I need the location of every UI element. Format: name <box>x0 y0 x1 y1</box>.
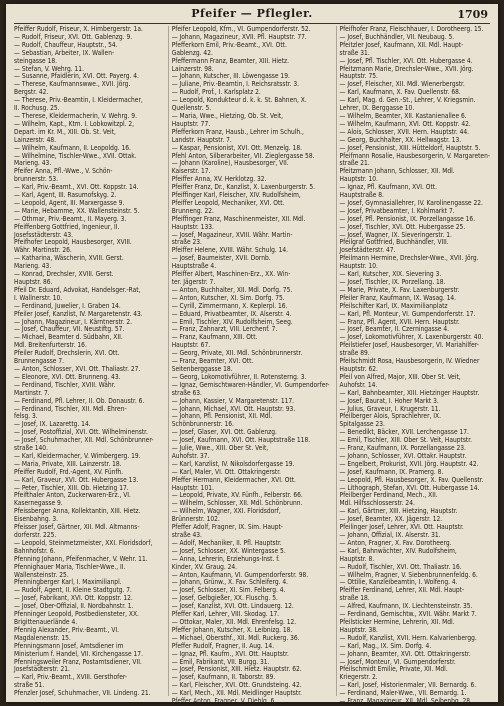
directory-entry-line: Pfeil Dr. Eduard, Advokat, Handelsger.-Rat, <box>14 285 141 294</box>
directory-entry-line: straße 31. <box>339 48 370 57</box>
directory-entry-line: — Karl, Priv.-Beamt., XVIII. Gersthofer- <box>14 673 128 682</box>
page-number: 1709 <box>457 8 488 21</box>
directory-entry-line: Pfeilgraf Gottfried, Buchhändler, VIII. <box>339 238 449 247</box>
directory-entry-line: steingasse 18. <box>14 56 58 65</box>
directory-entry-line: — Ignaz, Pfl. Kaufm., XVI. Ott. Hauptstr. <box>171 649 289 658</box>
directory-entry-line: Pfeffer Rudolf, Fragner, II. Aug. 14. <box>171 641 275 650</box>
directory-entry-line: — Leopold, Pfl. Hausbesorger, X. Fav. Quellenstr. <box>339 475 484 484</box>
directory-entry-line: — Anton, Fragner, X. Fav. Dorotheerg. <box>339 538 452 547</box>
directory-entry-line: — Rudolf, Prof., I. Karlsplatz 2. <box>171 88 261 97</box>
directory-entry-line: Pfennig Alexander, Priv.-Beamt., VI. <box>14 625 120 634</box>
directory-entry-line: — Johann, Offizial, IX. Alserstr. 31. <box>339 531 441 539</box>
directory-entry-line: — Anton, Schlosser, XVI. Ott. Thaliastr. 27. <box>14 364 141 373</box>
directory-entry-line: — Adolf, Mechaniker, II. Pfl. Hauptstr. <box>171 538 282 547</box>
directory-entry-line: — Franz, Zahnarzt, VIII. Lerchenf. 7. <box>171 325 278 334</box>
directory-entry-line: — Josef, Fleischer, XII. Mdl. Wienerbergstr. <box>339 80 465 89</box>
directory-entry-line: Pfeifmann Rosalie, Hausbesorgerin, V. Margareten- <box>339 151 490 160</box>
directory-entry-line: straße 63. <box>171 388 202 397</box>
directory-entry-line: Pfenzler Josef, Schuhmacher, VII. Lindeng. 21. <box>14 689 151 698</box>
directory-entry-line: Pfeiffer Ferdinand, Lehrer, XII. Mdl. Haupt- <box>339 586 465 595</box>
directory-entry-line: — Josef, Gelbgießer, XX. Fluschg. 5. <box>171 594 278 603</box>
directory-entry-line: — Anton, Kaufmann, VI. Gumpendorferstr. 98. <box>171 570 309 579</box>
directory-entry-line: Hauptstr. 8. <box>339 554 375 563</box>
directory-entry-line: Josefstädterstr. 21. <box>14 665 70 674</box>
directory-entry-line: — Maria, Private, XIII. Lainzerstr. 18. <box>14 459 122 468</box>
directory-entry-line: Hauptstr. 77. <box>171 119 211 128</box>
directory-entry-line: — Katharina, Wäscherin, XVIII. Gerst. <box>14 254 124 263</box>
directory-entry-line: — Kaspar, Pensionist, XVI. Ott. Menzelg. 18. <box>171 143 302 152</box>
directory-entry-line: — Josef, Kaufmann, XVI. Ott. Hauptstraße 118. <box>171 436 311 445</box>
directory-entry-line: Pfeilsticker Hermine, Lehrerin, XII. Mdl. <box>339 617 455 626</box>
directory-entry-line: — Josef, Tischler, XVI. Ott. Hubergasse 25. <box>339 222 466 231</box>
directory-entry-line: — Rudolf, Tischler, XVI. Ott. Thaliastr. 16. <box>339 562 462 571</box>
directory-entry-line: — Josef, Beamter, XX. Jägerstr. 12. <box>339 515 443 524</box>
directory-entry-line: — Karl, Gärtner, XIII. Hietzing, Hauptstr. <box>339 507 458 516</box>
directory-entry-line: — Marie, Hebamme, XX. Wallensteinstr. 5. <box>14 206 140 215</box>
directory-entry-line: — Wilhelm, Beamter, XII. Kastanienallee 6. <box>339 111 467 120</box>
directory-entry-line: — Ferdinand, Tischler, XVIII. Währ. <box>14 380 116 389</box>
directory-entry-line: — Wilhelm, Kaufmann, II. Leopoldg. 16. <box>14 143 131 152</box>
directory-entry-line: Mdl. Hilfsschlosserstr. 24. <box>339 499 415 508</box>
directory-entry-line: — Josef, Baurat, I. Hoher Markt 3. <box>339 396 439 405</box>
directory-entry-line: Pfeffermann Franz, Beamter, XIII. Hietz. <box>171 56 290 65</box>
directory-entry-line: — Othmar, Priv.-Beamt., II. Mayerg. 3. <box>14 214 127 223</box>
directory-entry-line: Pfeifer Anna, Pfl.-Wwe., V. Schön- <box>14 167 113 176</box>
directory-entry-line: — Josef, Gymnasiallehrer, IV. Karolinengasse 22. <box>339 198 483 207</box>
directory-entry-line: — Wilhelm, Kapt., Ktm. I. Lobkowitzpl. 2, <box>14 119 135 128</box>
directory-entry-line: — Ferdinand, Tischler, XII. Mdl. Ehren- <box>14 404 127 413</box>
directory-entry-line: — Ferdinand, Juwelier, I. Graben 14. <box>14 301 121 310</box>
directory-entry-line: Pfeiler Rudolf, Drechslerin, XVI. Ott. <box>14 349 120 358</box>
directory-entry-line: — Josef, Fabrikant, XVI. Ott. Koppstr. 12. <box>14 594 133 603</box>
directory-entry-line: — Franz, Kaufmann, XIII. Ott. <box>171 333 258 342</box>
directory-entry-line: — Josef, Pensionist, XIII. Hietz. Hauptstr. 62. <box>171 665 302 674</box>
directory-entry-line: — Karl, Kutscher, XIX. Sievering 3. <box>339 270 442 279</box>
directory-entry-line: — Franz, Kaufmann, IX. Porzellangasse 23. <box>339 444 466 453</box>
directory-entry-line: — Georg, Lokomotivführer, II. Rotensterng. 3. <box>171 372 307 381</box>
directory-entry-line: ter. Jägerstr. 7. <box>171 278 216 286</box>
directory-entry-line: Pfeffer Adolf, Fragner, IX. Sim. Haupt- <box>171 523 283 532</box>
directory-entry-line: — Therese, Kaufmannswwe., XVII. Jörg. <box>14 80 131 89</box>
directory-entry-line: — Therese, Priv.-Beamtin, I. Kleidermacher, <box>14 96 143 105</box>
directory-entry-line: — Anton, Buchhalter, XII. Mdl. Dorfg. 75. <box>171 285 293 294</box>
directory-entry-line: Brünnerstr. 102. <box>171 515 220 524</box>
directory-entry-line: — Emil, Fabrikant, VII. Burgg. 31. <box>171 657 270 666</box>
directory-entry-line: — Josef, Ober-Offizial, II. Nordbahnstr. 1. <box>14 602 134 611</box>
directory-entry-line: I. Wallnerstr. 10. <box>14 293 63 302</box>
directory-entry-line: Gablenzg. 42. <box>171 48 213 57</box>
directory-entry-line: — Marie, Private, X. Fav. Laxenburgerstr. <box>339 285 460 294</box>
directory-entry-line: — Ferdinand, Pfl. Lehrer, II. Ob. Donaustr. 6. <box>14 396 145 405</box>
directory-entry-line: Pfeifhofer Franz, Fleischhauer, I. Dorotheerg. 15. <box>339 25 484 33</box>
directory-entry-line: brunnerstr. 53. <box>14 175 59 184</box>
directory-entry-line: — Benedikt, Bäcker, XVII. Lerchengasse 17. <box>339 428 469 437</box>
directory-entry-line: Lainzerstr. 48. <box>14 135 56 144</box>
directory-entry-line: Seitenberggasse 18. <box>171 364 233 373</box>
directory-entry-line: — Josef, IX. Lazarettg. 14. <box>14 420 91 429</box>
directory-entry-line: — Ottilie, Kanzleibeamtin, I. Wolfeng. 4. <box>339 578 458 587</box>
directory-entry-line: — Johann, Magazineur, I. Kärntnerstr. 2. <box>14 317 133 326</box>
directory-entry-line: Hauptstr. 38. <box>339 625 378 634</box>
directory-entry-line: Hauptstraße 4. <box>171 262 217 271</box>
directory-entry-line: Lainzerstr. 98. <box>171 64 214 73</box>
directory-entry-line: — Stefan, V. Wehrg. 11. <box>14 64 84 73</box>
directory-entry-line: — Karl, Kanzlist, IV. Nikolsdorfergasse 19. <box>171 459 295 468</box>
directory-entry-line: — Peter, Tischler, XIII. Ob. Hietzing 17. <box>14 483 129 492</box>
directory-entry-line: Pfeiffer Anna, XV. Herklotzg. 32. <box>171 175 267 184</box>
directory-entry-line: — Josef, Kaufmann, IX. Pramerg. 8. <box>339 467 444 476</box>
directory-entry-line: — Anna, Lehrerin, Erziehungs-Inst. f. <box>171 554 280 563</box>
directory-entry-line: Pfeilberger Alois, Sprachlehrer, IX. <box>339 412 441 421</box>
directory-entry-line: Spitalgasse 23. <box>339 420 385 429</box>
directory-entry-line: — Cyrill, Zimmermann, X. Keplerpl. 16. <box>171 301 288 310</box>
directory-entry-line: — Johann (Karoline), Hausbesorger, VII. <box>171 159 289 168</box>
directory-entry-line: — Josef, Kanzlist, XVI. Ott. Lindauerg. 12. <box>171 602 294 611</box>
directory-entry-line: — Wilhelm, Schlosser, XII. Mdl. Schönbrunn. <box>171 499 303 508</box>
directory-entry-line: Pfeiffer Rudolf, Frd.-Agent, XV. Fünfh. <box>14 467 124 476</box>
directory-entry-line: Josefstädterstr. 47. <box>339 246 396 255</box>
directory-entry-line: — Leopold, Kondukteur d. k. k. St. Bahnen, X. <box>171 96 307 105</box>
directory-entry-line: Hauptstr. 62. <box>339 364 378 373</box>
directory-entry-line: — Julie, Wwe., XIII. Ober St. Veit, <box>171 444 269 453</box>
directory-entry-line: Hauptstr. 133. <box>171 222 214 231</box>
directory-entry-line: straße 140. <box>14 444 48 453</box>
directory-entry-line: Pfeilschmidt Emilie, Private, XII. Mdl. <box>339 665 448 674</box>
directory-entry-line: dorferstr. 225. <box>14 531 57 539</box>
column-2 <box>168 25 330 706</box>
directory-entry-line: — Johann, Michael, XVI. Ott. Hauptstr. 93. <box>171 404 296 413</box>
directory-entry-line: Pfeissberger Anna, Kollektantin, XIII. Hietz. <box>14 507 141 516</box>
directory-entry-line: — Wilhelm, Kaufmann, XVI. Ott. Koppstr. 42. <box>339 119 471 128</box>
directory-entry-line: Mdl. Breitenfurterstr. 16. <box>14 341 87 350</box>
directory-entry-line: Ministerium f. Handel, VII. Kirchengasse 17. <box>14 649 143 658</box>
directory-entry-line: — Johann, Beamter, XVI. Ott. Ottakringerstr. <box>339 649 471 658</box>
directory-entry-line: — Josef, Wagner, IX. Sieveringerstr. 1. <box>339 230 452 239</box>
directory-entry-line: Kriegerstr. 2. <box>339 673 378 682</box>
directory-entry-line: Hauptstr. 75. <box>339 72 378 81</box>
header-rule <box>14 23 490 24</box>
directory-entry-line: Pfenninger Leopold, Postbediensteter, XX. <box>14 610 139 619</box>
directory-entry-line: Kinder, XV. Graug. 24. <box>171 562 238 571</box>
directory-entry-line: — Eduard, Privatbeamter, IX. Alserstr. 4. <box>171 309 292 318</box>
directory-entry-line: Kasernegasse 9. <box>14 499 63 508</box>
directory-entry-line: — Ferdinand, Maler-Wwe., VII. Bernardg. 1. <box>339 689 467 698</box>
directory-entry-line: — Franz, Pfl. Agent, XVII. Hern. Hauptstr. <box>339 317 460 326</box>
directory-entry-line: — Johann, Kutscher, III. Löwengasse 19. <box>171 72 290 81</box>
column-1 <box>14 26 162 696</box>
directory-entry-line: straße 18. <box>339 594 370 603</box>
directory-entry-line: Pfeiffer Albert, Maschinen-Erz., XX. Win- <box>171 270 291 279</box>
directory-entry-line: — Karl, Mag., IX. Sim. Dorfg. 4. <box>339 641 432 650</box>
directory-entry-line: Quellenstr. 5. <box>171 104 212 113</box>
directory-entry-line: — Georg, Private, XII. Mdl. Schönbrunnerstr. <box>171 349 303 358</box>
directory-entry-line: — Johann, Schlosser, XVI. Ottakr. Hauptstr. <box>339 451 467 460</box>
directory-entry-line: Auhofstr. 14. <box>339 380 378 389</box>
directory-entry-line: Marieng. 43. <box>14 262 52 271</box>
directory-entry-line: — Franz, Magazineur, XII. Mdl. Seibenbg. 28. <box>339 697 472 706</box>
directory-entry-line: Pfeffer Johann, Kutscher, X. Leibnizg. 18. <box>171 625 293 634</box>
directory-entry-line: Pfeisser Josef, Gärtner, XII. Mdl. Altmanns- <box>14 523 140 532</box>
directory-entry-line: Kaiserstr. 17. <box>171 167 211 176</box>
directory-entry-line: Pfeiffer Franz, Dr., Kanzlist, X. Laxenburgerstr. 5. <box>171 183 316 192</box>
directory-entry-line: — Maria, Wwe., Hietzing, Ob. St. Veit, <box>171 111 284 120</box>
directory-entry-line: — Sebastian, Arbeiter, IX. Wallen- <box>14 48 115 57</box>
directory-entry-line: Pfeffer Karl, Lehrer, VIII. Skodag. 17. <box>171 610 280 619</box>
directory-entry-line: Bergstr. 42. <box>14 88 49 97</box>
directory-entry-line: — Josef, Magazineur, XVIII. Währ. Martin- <box>171 230 293 239</box>
directory-entry-line: Schönbrunnerstr. 16. <box>171 420 234 429</box>
directory-entry-line: Pfeiffer Helene, XVIII. Währ. Schulg. 14. <box>171 246 289 255</box>
directory-entry-line: straße 51. <box>14 681 45 690</box>
directory-entry-line: Wallensteinstr. 25. <box>14 570 69 579</box>
directory-entry-line: — Josef, Monteur, VI. Gumpendorferstr. <box>339 657 456 666</box>
directory-entry-line: Depart. im Kr. M., XIII. Ob. St. Veit, <box>14 127 116 136</box>
directory-entry-line: — Josef, Beamter, II. Czerningasse 4. <box>339 325 450 334</box>
directory-entry-line: — Leopold, Steinmetzmeister, XXI. Floridsdorf, <box>14 538 153 547</box>
directory-entry-line: straße 89. <box>339 349 370 358</box>
directory-entry-line: — Konrad, Drechsler, XVIII. Gerst. <box>14 270 114 279</box>
directory-entry-line: Pfeilmann Hermine, Drechsler-Wwe., XVII. Jörg. <box>339 254 479 263</box>
directory-entry-line: Magdalenenstr. 15. <box>14 633 71 642</box>
directory-entry-line: — Karl, Mech., XII. Mdl. Meidlinger Hauptstr. <box>171 689 302 698</box>
directory-entry-line: — Leopold, Private, XV. Fünfh., Felberstr. 66. <box>171 491 303 500</box>
directory-entry-line: Landstr. Hauptstr. 7. <box>171 135 232 144</box>
directory-entry-line: Pfeiffenberg Gottfried, Ingenieur, II. <box>14 222 120 231</box>
directory-entry-line: — Johann, Grünw., X. Fav. Schleiferg. 4. <box>171 578 289 587</box>
directory-entry-line: — Josef, Privatbeamter, I. Kohlmarkt 7. <box>339 206 455 215</box>
directory-entry-line: Lehrer, IX. Berggasse 10. <box>339 104 415 113</box>
column-3 <box>336 25 490 706</box>
directory-entry-line: — Karl, Kleidermacher, V. Wimbergerg. 19. <box>14 451 141 460</box>
directory-entry-line: — Josef, Pensionist, XIII. Hütteldorf, Hauptstr. 5. <box>339 143 481 152</box>
directory-entry-line: — Karl, Graveur, XVI. Ott. Hubergasse 13. <box>14 475 139 484</box>
directory-entry-line: Hauptstr. 101. <box>171 483 214 492</box>
directory-entry-line: — Karl, Josef, Historienmaler, VII. Bernardg. 6. <box>339 681 477 690</box>
directory-entry-line: — Rudolf, Chauffeur, Hauptstr., 54. <box>14 40 118 49</box>
directory-entry-line: Brunneng. 22. <box>171 206 214 215</box>
directory-entry-line: Hauptstr. 10. <box>339 175 378 184</box>
directory-entry-line: Pfeilinger Josef, Lehrer, XVI. Ott. Hauptstr. <box>339 523 464 532</box>
directory-entry-line: — Josef, Schuhmacher, XII. Mdl. Schönbrunner- <box>14 436 154 445</box>
directory-entry-line: — Josef, Postoffizial, XVI. Ott. Wilhelminenstr. <box>14 428 148 437</box>
directory-entry-line: — Josef, Tischler, IX. Porzellang. 18. <box>339 278 446 286</box>
directory-entry-line: — Alois, Schlosser, XVII. Hern. Hauptstr. 44. <box>339 127 470 136</box>
directory-entry-line: — Josef, Glaser, XVI. Ott. Gablenzg. <box>171 428 277 437</box>
directory-entry-line: Pfenningberger Karl, I. Maximilianpl. <box>14 578 122 587</box>
directory-entry-line: — Josef, Pfl. Tischler, XVI. Ott. Hubergasse 4. <box>339 56 473 65</box>
directory-entry-line: Pfeifhofer Leopold, Hausbesorger, XVIII. <box>14 238 132 247</box>
directory-entry-line: — Johann, Magazineur, XVII. Pfl. Hauptstr. 77. <box>171 32 307 41</box>
directory-entry-line: Hauptstr. 86. <box>14 278 53 286</box>
directory-entry-line: Martinstr. 7. <box>14 388 50 397</box>
directory-entry-line: — Karl, Bahnwächter, XIV. Rudolfsheim, <box>339 546 457 555</box>
directory-entry-line: — Karl, Agent, III. Rasumofskyg. 2. <box>14 191 117 200</box>
directory-entry-line: — Therese, Kleidermacherin, V. Wehrg. 9. <box>14 111 137 120</box>
directory-entry-line: — Alfred, Kaufmann, IX. Liechtensteinstr. 35. <box>339 602 473 611</box>
directory-entry-line: — Johann, Pfl. Pensionist, XII. Mdl. <box>171 412 273 421</box>
directory-entry-line: — Juliane, Priv.-Beamtin, I. Reichsratsstr. 3. <box>171 80 300 89</box>
directory-entry-line: Pfeiffer Leopold, Mechaniker, XVI. Ott. <box>171 198 285 207</box>
directory-entry-line: Brunnengasse 7. <box>14 357 64 366</box>
directory-entry-line: — Ignaz, Gemischtwaren-Händler, VI. Gumpendorfer- <box>171 380 330 389</box>
directory-entry-line: — Josef, Pfl. Pensionist, IX. Porzellangasse 16. <box>339 214 476 223</box>
directory-page <box>6 4 498 706</box>
directory-entry-line: Pfeiler Josef, Kanzlist, IV. Margaretenstr. 43. <box>14 309 143 318</box>
directory-entry-line: straße 23. <box>171 238 202 247</box>
directory-entry-line: straße 43. <box>171 531 202 539</box>
directory-entry-line: Auhofstr. 37. <box>171 451 210 460</box>
directory-entry-line: Pfennighauer Maria, Tischler-Wwe., II. <box>14 562 126 571</box>
directory-entry-line: — Ferdinand, Gemischtw., XVII. Währ. Markt 7. <box>339 610 477 619</box>
directory-entry-line: — Karl, Bahnbeamter, XIII. Hietzinger Hauptstr. <box>339 388 480 397</box>
directory-entry-line: — Wilhelm, Fragner, V. Siebenbrunnenfeldg. 6. <box>339 570 478 579</box>
directory-entry-line: Pfeiffer Rudolf, Friseur, X. Himbergerstr. 1a. <box>14 25 143 33</box>
directory-entry-line: Pfeiffinger Karl, Fleischer, XIV. Rudolfsheim, <box>171 191 301 200</box>
running-title: Pfeifer — Pflegler. <box>191 7 313 20</box>
directory-entry-line: — Emil, Tischler, XIV. Rudolfsheim, Seeg. <box>171 317 293 326</box>
directory-entry-line: — Josef, Schlosser, XX. Wintergasse 5. <box>171 546 286 555</box>
directory-entry-line: — Karl, Maler, VI. Ott. Ottakringerstr. <box>171 467 281 476</box>
directory-entry-line: — Anton, Kutscher, XI. Sim. Dorfg. 75. <box>171 293 285 302</box>
directory-entry-line: — Karl, Pfl. Monteur, VI. Gumpendorferstr. 17. <box>339 309 476 318</box>
directory-entry-line: — Michael, Beamter d. Südbahn, XII. <box>14 333 123 342</box>
directory-entry-line: — Josef, Buchhändler, VII. Neubaug. 5. <box>339 32 455 41</box>
directory-entry-line: — Michael, Obersthf., XII. Mdl. Ruckerg. 36. <box>171 633 300 642</box>
directory-entry-line: — Lithograph, Stefan, XVI. Ott. Hubergasse 14. <box>339 483 480 492</box>
directory-columns <box>14 25 490 706</box>
directory-entry-line: — Johann, Kassier, V. Margaretenstr. 117. <box>171 396 295 405</box>
directory-entry-line: Währ. Martinstr. 26. <box>14 246 72 255</box>
directory-entry-line: — Rudolf, Agent, II. Kleine Stadtgutg. 7. <box>14 586 132 595</box>
directory-entry-line: Brigittenauerlände 4. <box>14 617 78 626</box>
directory-entry-line: Marieng. 43. <box>14 159 52 168</box>
directory-entry-line: — Ottokar, Maler, XII. Mdl. Ehrenfelsg. 12. <box>171 617 297 626</box>
directory-entry-line: Bahnhofstr. 6. <box>14 546 56 555</box>
directory-entry-line: — Susanne, Pfaidlerin, XVI. Ott. Payerg. 4. <box>14 72 139 81</box>
directory-entry-line: Pfeilstiefer Josef, Hausbesorger, VI. Mariahilfer- <box>339 341 479 350</box>
directory-entry-line: Pfenningsmann Josef, Amtsdiener im <box>14 641 124 650</box>
directory-entry-line: Pfenning Johann, Pfeifenmacher, V. Wehr. 11. <box>14 554 148 563</box>
directory-entry-line: Hauptstr. 67. <box>171 341 211 350</box>
directory-entry-line: Pfeilschifter Karl, IX. Maximilianplatz <box>339 301 448 310</box>
directory-entry-line: Pfeiffinger Franz, Maschinenmeister, XII. Mdl. <box>171 214 306 223</box>
directory-entry-line: — Karl, Priv.-Beamt., XVI. Ott. Koppstr. 14. <box>14 183 139 192</box>
directory-entry-line: Hauptstr. 10. <box>339 262 378 271</box>
directory-entry-line: — Georg, Buchhalter, XX. Hellwagstr. 13. <box>339 135 462 144</box>
directory-entry-line: Josefsstädterstr. 43. <box>14 230 73 239</box>
directory-entry-line: — Josef, Schlosser, XI. Sim. Felberg. 4. <box>171 586 286 595</box>
directory-entry-line: Pfeilschmidt Rosa, Hausbesorgerin, IV. Wiedner <box>339 357 480 366</box>
directory-entry-line: Pfefferkorn Emil, Priv.-Beamt., XVI. Ott. <box>171 40 287 49</box>
directory-entry-line: felsg. 3. <box>14 412 38 421</box>
directory-entry-line: — Karl, Mag. d. Gen.-St., Lehrer, V. Kriegsmin. <box>339 96 476 105</box>
page-header <box>6 4 498 24</box>
directory-entry-line: — Rudolf, Friseur, XVI. Ott. Gablenzg. 9. <box>14 32 133 41</box>
directory-entry-line: Pfeitzmann Johann, Schlosser, XII. Mdl. <box>339 167 455 176</box>
directory-entry-line: — Josef, Chauffeur, VII. Neustiftg. 57. <box>14 325 125 334</box>
directory-entry-line: — Julius, Graveur, I. Krugerstr. 11. <box>339 404 441 413</box>
directory-entry-line: Pfeitzler Josef, Kaufmann, XII. Mdl. Haupt- <box>339 40 464 49</box>
directory-entry-line: — Rudolf, Kanzlist, XVII. Hern. Kalvarienbergg. <box>339 633 477 642</box>
directory-entry-line: — Josef, Kaufmann, II. Taborstr. 89. <box>171 673 276 682</box>
directory-entry-line: Hauptstraße 8. <box>339 191 384 200</box>
directory-entry-line: Pfehl Anton, Silberarbeiter, VII. Zieglergasse 58. <box>171 151 315 160</box>
directory-entry-line: Pfeffer Hermann, Kleidermacher, XVI. Ott. <box>171 475 296 484</box>
directory-entry-line: — Wilhelmine, Tischler-Wwe., XVII. Ottak. <box>14 151 137 160</box>
directory-entry-line: — Franz, Beamter, XVI. Ott. <box>171 357 254 366</box>
directory-entry-line: — Emil, Tischler, XIII. Ober St. Veit, Hauptstr. <box>339 436 472 445</box>
directory-entry-line: Pfeifthaler Anton, Zuckerwaren-Erz., VI. <box>14 491 131 500</box>
directory-entry-line: — Leopold, Agent, III. Marxergasse 9. <box>14 198 125 207</box>
directory-entry-line: Pfeilberger Ferdinand, Mech., XII. <box>339 491 438 500</box>
directory-entry-line: Pfeffer Anton, Fragner, V. Diehlg. 6. <box>171 697 277 706</box>
directory-entry-line: — Ignaz, Pfl. Kaufmann, XVI. Ott. <box>339 183 437 192</box>
directory-entry-line: — Josef, Baumeister, XVII. Dornb. <box>171 254 271 263</box>
directory-entry-line: Pfeifer Leopold, Kfm., VI. Gumpendorferstr. 52. <box>171 25 311 33</box>
directory-entry-line: — Eleonore, XVI. Ott. Brunneng. 43. <box>14 372 121 381</box>
directory-entry-line: Pfenningsweiler Franz, Postamtsdiener, VII. <box>14 657 142 666</box>
directory-entry-line: straße 21. <box>339 159 370 168</box>
directory-entry-line: — Josef, Lokomotivführer, X. Laxenburgerstr. 40. <box>339 333 484 342</box>
directory-entry-line: Pfeiler Franz, Kaufmann, IX. Wasag. 14. <box>339 293 457 302</box>
directory-entry-line: — Wilhelm, Wagner, XXI. Floridsdorf, <box>171 507 281 516</box>
directory-entry-line: Pfefferkorn Franz, Hausb., Lehrer im Schulh., <box>171 127 304 136</box>
directory-entry-line: — Karl, Fleischer, XVI. Ott. Grundsteing. 42. <box>171 681 302 690</box>
directory-entry-line: II. Rochusg. 25. <box>14 104 60 113</box>
directory-entry-line: Eisenbahng. 3. <box>14 515 59 524</box>
directory-entry-line: Pfeil von Alfred, Major, XIII. Ober St. Veit, <box>339 372 461 381</box>
directory-entry-line: — Engelbert, Prokurist, XVII. Jörg. Hauptstr. 42. <box>339 459 479 468</box>
directory-entry-line: — Karl, Kaufmann, X. Fav. Quellenstr. 68. <box>339 88 461 97</box>
directory-entry-line: Pfeitzmann Marie, Drechsler-Wwe., XVII. Jörg. <box>339 64 474 73</box>
